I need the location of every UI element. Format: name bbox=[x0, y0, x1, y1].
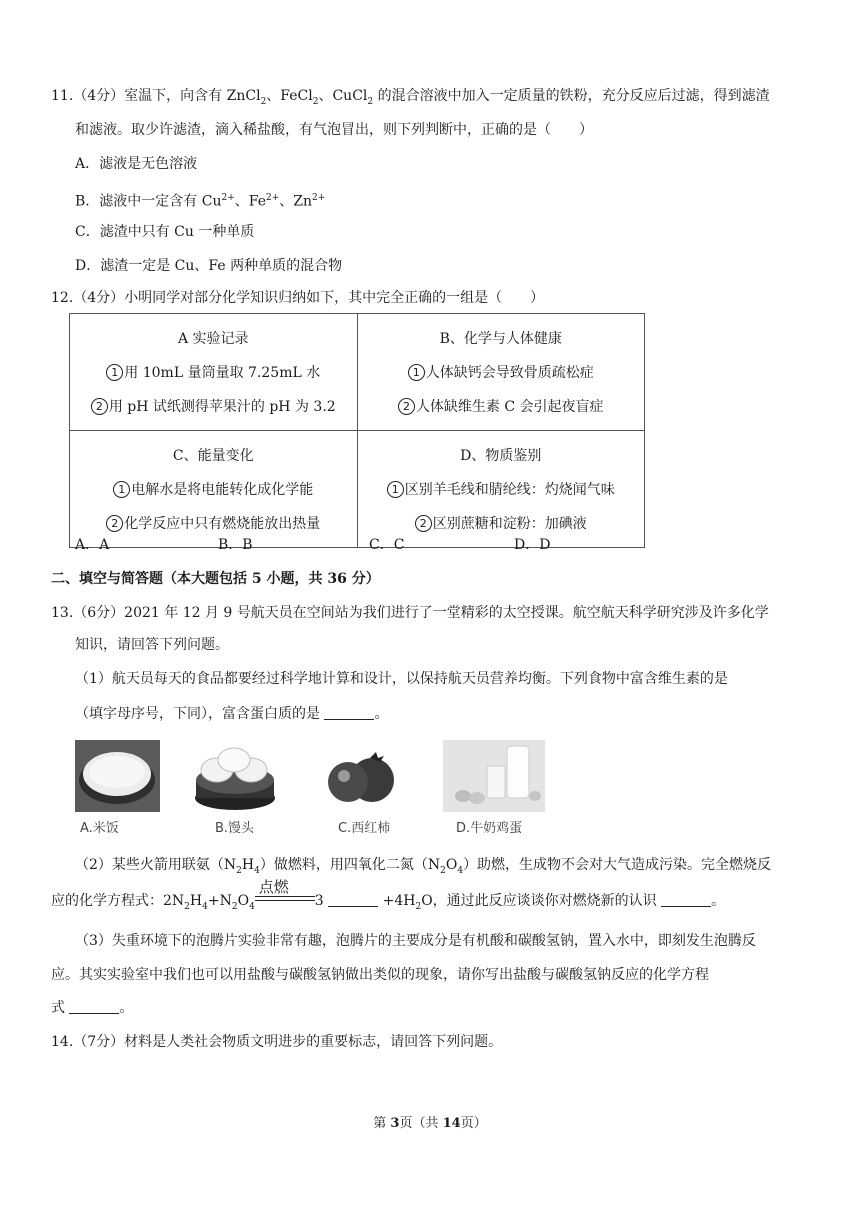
q12-answer-b: B．B bbox=[218, 537, 253, 553]
q13-part1-line2: （填字母序号，下同），富含蛋白质的是 。 bbox=[75, 706, 389, 722]
cell-b-item2: 2 人体缺维生素 C 会引起夜盲症 bbox=[358, 390, 644, 424]
q11-stem-line1: 11.（4分）室温下，向含有 ZnCl$_2$、FeCl$_2$、CuCl$_2$ 的混合溶液中加入一定质量的铁粉，充分反应后过滤，得到滤渣 bbox=[51, 88, 770, 107]
q12-stem: 12.（4分）小明同学对部分化学知识归纳如下，其中完全正确的一组是（ ） bbox=[51, 290, 545, 306]
cell-a-item1: 1 用 10mL 量筒量取 7.25mL 水 bbox=[70, 356, 357, 390]
answer-blank bbox=[324, 705, 374, 720]
q11-option-d: D．滤渣一定是 Cu、Fe 两种单质的混合物 bbox=[75, 258, 343, 274]
cell-d-item2: 2 区别蔗糖和淀粉：加碘液 bbox=[358, 507, 644, 541]
q13-part3-line1: （3）失重环境下的泡腾片实验非常有趣，泡腾片的主要成分是有机酸和碳酸氢钠，置入水中，即刻发生泡腾反 bbox=[75, 933, 756, 949]
circled-number: 1 bbox=[387, 481, 404, 498]
q13-part2-line1: （2）某些火箭用联氨$(N_2H_4)$做燃料，用四氧化二氮$(N_2O_4)$助燃，生成物不会对大气造成污染。完全燃烧反 bbox=[75, 857, 772, 876]
cell-c-title: C、能量变化 bbox=[172, 448, 254, 464]
reaction-condition-arrow: 点燃 bbox=[255, 891, 315, 905]
food-images bbox=[75, 740, 555, 840]
page-footer: 第 3页（共 14页） bbox=[373, 1116, 487, 1131]
answer-blank bbox=[661, 892, 711, 907]
answer-blank bbox=[69, 999, 119, 1014]
cell-c-item2: 2 化学反应中只有燃烧能放出热量 bbox=[70, 507, 357, 541]
q13-part3-line3: 式 。 bbox=[51, 1000, 134, 1016]
cell-b bbox=[357, 314, 644, 431]
cell-b-item1: 1 人体缺钙会导致骨质疏松症 bbox=[358, 356, 644, 390]
caption-d: D.牛奶鸡蛋 bbox=[456, 821, 523, 836]
q13-part3-line2: 应。其实实验室中我们也可以用盐酸与碳酸氢钠做出类似的现象，请你写出盐酸与碳酸氢钠反应的化学方程 bbox=[51, 967, 709, 983]
q12-answer-d: D．D bbox=[514, 537, 551, 553]
tomato-image bbox=[322, 740, 402, 816]
rice-image bbox=[75, 740, 160, 816]
q12-answer-a: A．A bbox=[75, 537, 110, 553]
cell-d bbox=[357, 431, 644, 548]
q11-option-c: C．滤渣中只有 Cu 一种单质 bbox=[75, 224, 255, 240]
answer-blank bbox=[328, 892, 378, 907]
cell-a-title: A 实验记录 bbox=[177, 331, 249, 347]
caption-c: C.西红柿 bbox=[338, 821, 391, 836]
q13-part1-line1: （1）航天员每天的食品都要经过科学地计算和设计，以保持航天员营养均衡。下列食物中富含维生素的是 bbox=[75, 671, 728, 687]
q13-stem-line2: 知识，请回答下列问题。 bbox=[75, 637, 229, 653]
cell-d-item1: 1 区别羊毛线和腈纶线：灼烧闻气味 bbox=[358, 473, 644, 507]
cell-b-title: B、化学与人体健康 bbox=[439, 331, 562, 347]
q13-stem-line1: 13.（6分）2021 年 12 月 9 号航天员在空间站为我们进行了一堂精彩的太空授课。航空航天科学研究涉及许多化学 bbox=[51, 605, 769, 621]
q11-stem-line2: 和滤液。取少许滤渣，滴入稀盐酸，有气泡冒出，则下列判断中，正确的是（ ） bbox=[75, 122, 593, 138]
circled-number: 2 bbox=[398, 398, 415, 415]
circled-number: 1 bbox=[408, 364, 425, 381]
circled-number: 2 bbox=[106, 515, 123, 532]
cell-c-item1: 1 电解水是将电能转化成化学能 bbox=[70, 473, 357, 507]
caption-a: A.米饭 bbox=[80, 821, 119, 836]
circled-number: 1 bbox=[113, 481, 130, 498]
section-heading: 二、填空与简答题（本大题包括 5 小题，共 36 分） bbox=[51, 571, 380, 587]
steamed-bun-image bbox=[193, 740, 278, 819]
cell-c bbox=[70, 431, 358, 548]
circled-number: 2 bbox=[415, 515, 432, 532]
q13-part2-line2: 应的化学方程式：$2N_2H_4+N_2O_4$ 点燃 $3 +4H_2O$，通过此反应谈谈你对燃烧新的认识 。 bbox=[51, 878, 726, 912]
q12-answer-c: C．C bbox=[369, 537, 405, 553]
circled-number: 2 bbox=[91, 398, 108, 415]
cell-a bbox=[70, 314, 358, 431]
q12-knowledge-table bbox=[69, 313, 645, 548]
cell-a-item2: 2 用 pH 试纸测得苹果汁的 pH 为 3.2 bbox=[70, 390, 357, 424]
circled-number: 1 bbox=[106, 364, 123, 381]
caption-b: B.馒头 bbox=[215, 821, 255, 836]
q11-option-b: B．滤液中一定含有 $Cu^{2+}$、$Fe^{2+}$、$Zn^{2+}$ bbox=[75, 193, 326, 210]
q14-stem: 14.（7分）材料是人类社会物质文明进步的重要标志，请回答下列问题。 bbox=[51, 1034, 503, 1050]
q11-option-a: A．滤液是无色溶液 bbox=[75, 156, 198, 172]
milk-egg-image bbox=[443, 740, 545, 816]
cell-d-title: D、物质鉴别 bbox=[460, 448, 542, 464]
